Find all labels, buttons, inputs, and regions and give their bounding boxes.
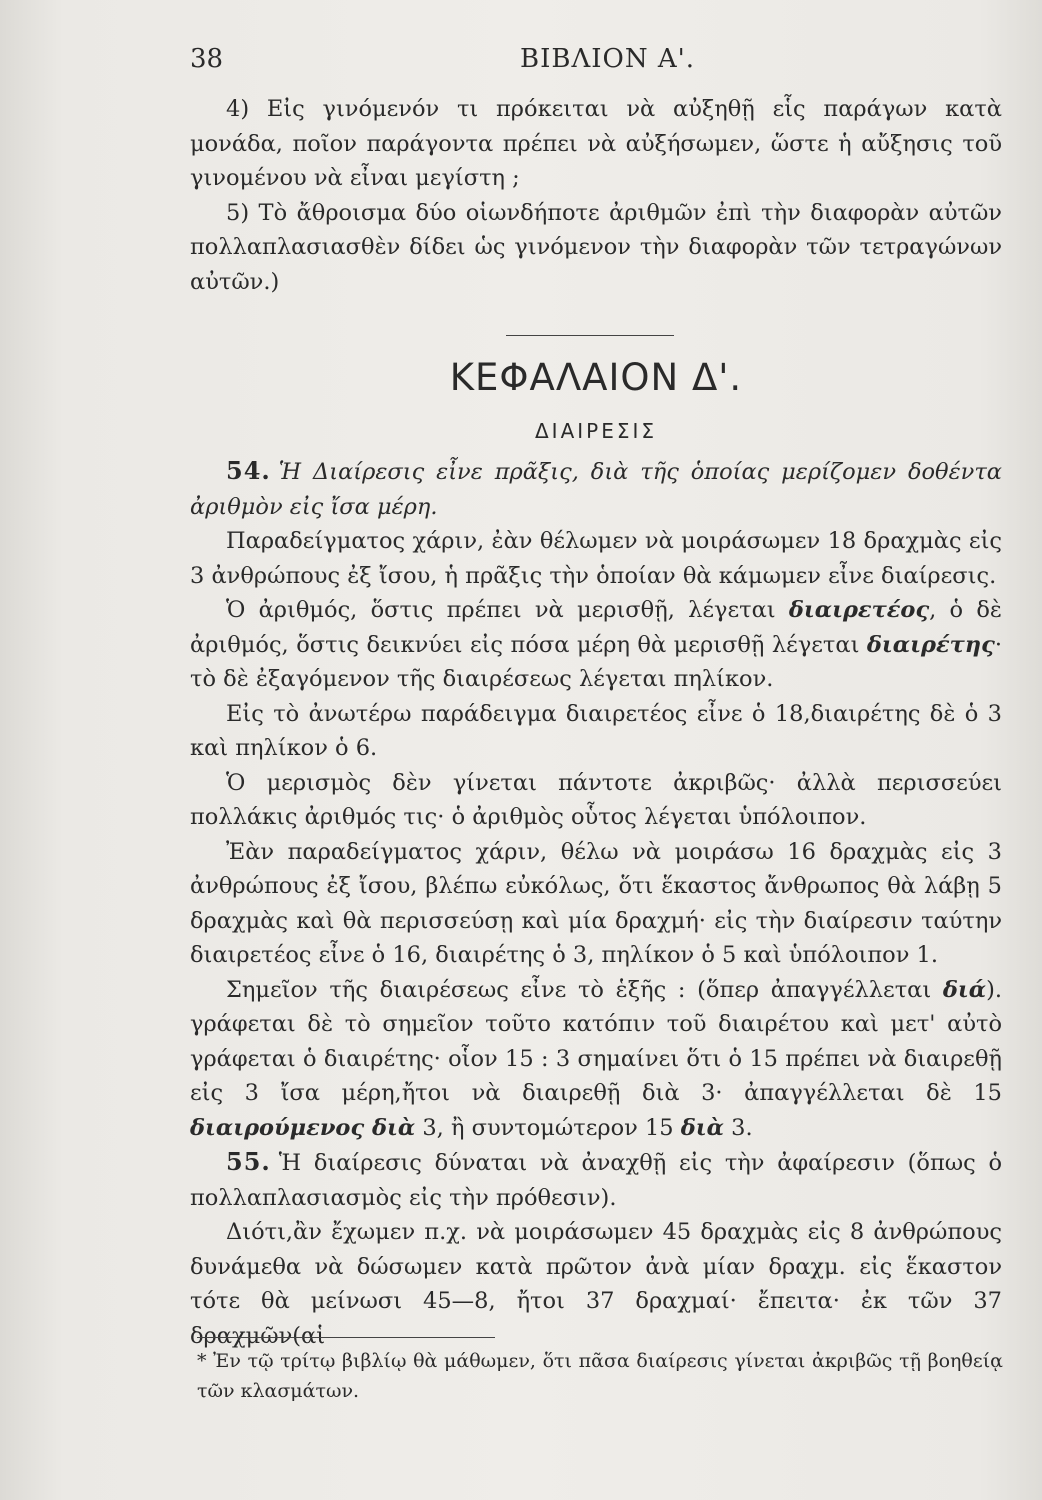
terms-text-c: · τὸ δὲ ἐξαγόμενον τῆς διαιρέσεως λέγεται πηλίκον.	[190, 631, 1002, 692]
term-dividend: διαιρετέος	[788, 597, 930, 623]
exercise-5: 5) Τὸ ἄθροισμα δύο οἱωνδήποτε ἀριθμῶν ἐπὶ τὴν διαφορὰν αὐτῶν πολλαπλασιασθὲν δίδει ὡς γινόμενον τὴν διαφορὰν τῶν τετραγώνων αὐτῶν.)	[190, 199, 1002, 295]
sign-term-dia-2: διὰ	[680, 1114, 724, 1141]
example2-paragraph: Ἐὰν παραδείγματος χάριν, θέλω νὰ μοιράσω 16 δραχμὰς εἰς 3 ἀνθρώπους ἐξ ἴσου, βλέπω εὐκόλως, ὅτι ἕκαστος ἄνθρωπος θὰ λάβῃ 5 δραχμὰς καὶ θὰ περισσεύσῃ καὶ μία δραχμή· εἰς τὴν διαίρεσιν ταύτην διαιρετέος εἶνε ὁ 16, διαιρέτης ὁ 3, πηλίκον ὁ 5 καὶ ὑπόλοιπον 1.	[190, 838, 1002, 968]
page-number: 38	[190, 44, 224, 74]
sign-term-divided: διαιρούμενος διὰ	[190, 1114, 416, 1141]
paragraph-54	[190, 454, 1002, 524]
paragraph-55-text: Ἡ διαίρεσις δύναται νὰ ἀναχθῇ εἰς τὴν ἀφαίρεσιν (ὅπως ὁ πολλαπλασιασμὸς εἰς τὴν πρόθεσιν).	[190, 1150, 1002, 1211]
terms-text-b: , ὁ δὲ ἀριθμός, ὅστις δεικνύει εἰς πόσα μέρη θὰ μερισθῇ λέγεται	[190, 597, 1002, 658]
terms-paragraph	[190, 593, 1002, 697]
footnote-rule	[197, 1337, 495, 1338]
terms-text-a: Ὁ ἀριθμός, ὅστις πρέπει νὰ μερισθῇ, λέγεται	[226, 597, 789, 623]
exercise-4: 4) Εἰς γινόμενόν τι πρόκειται νὰ αὐξηθῇ εἷς παράγων κατὰ μονάδα, ποῖον παράγοντα πρέπει νὰ αὐξήσωμεν, ὥστε ἡ αὔξησις τοῦ γινομένου νὰ εἶναι μεγίστη ;	[190, 96, 1002, 191]
sign-text-d: 3.	[723, 1114, 753, 1141]
sign-paragraph	[190, 973, 1002, 1146]
chapter-title: ΚΕΦΑΛΑΙΟΝ Δ'.	[449, 356, 743, 399]
division-definition: Ἡ Διαίρεσις εἶνε πρᾶξις, διὰ τῆς ὁποίας μερίζομεν δοθέντα ἀριθμὸν εἰς ἴσα μέρη.	[190, 459, 1002, 520]
paragraph-number: 54.	[226, 456, 271, 485]
example-paragraph: Παραδείγματος χάριν, ἐὰν θέλωμεν νὰ μοιράσωμεν 18 δραχμὰς εἰς 3 ἀνθρώπους ἐξ ἴσου, ἡ πρᾶξις τὴν ὁποίαν θὰ κάμωμεν εἶνε διαίρεσις.	[190, 528, 1002, 589]
page-header	[190, 44, 1010, 84]
section-title: ΔΙΑΙΡΕΣΙΣ	[534, 419, 658, 443]
sign-text-b: ). γράφεται δὲ τὸ σημεῖον τοῦτο κατόπιν τοῦ διαιρέτου καὶ μετ' αὐτὸ γράφεται ὁ διαιρέτης· οἷον 15 : 3 σημαίνει ὅτι ὁ 15 πρέπει νὰ διαιρεθῇ εἰς 3 ἴσα μέρη,ἤτοι νὰ διαιρεθῇ διὰ 3· ἀπαγγέλλεται δὲ 15	[190, 976, 1002, 1106]
sign-text-a: Σημεῖον τῆς διαιρέσεως εἶνε τὸ ἑξῆς : (ὅπερ ἀπαγγέλλεται	[226, 976, 943, 1003]
section-divider	[506, 335, 674, 336]
paragraph-55	[190, 1145, 1002, 1215]
running-head: ΒΙΒΛΙΟΝ Α'.	[520, 44, 696, 74]
paragraph-number-55: 55.	[226, 1147, 271, 1176]
above-example-paragraph: Εἰς τὸ ἀνωτέρω παράδειγμα διαιρετέος εἶνε ὁ 18,διαιρέτης δὲ ὁ 3 καὶ πηλίκον ὁ 6.	[190, 700, 1002, 761]
footnote: * Ἐν τῷ τρίτῳ βιβλίῳ θὰ μάθωμεν, ὅτι πᾶσα διαίρεσις γίνεται ἀκριβῶς τῇ βοηθείᾳ τῶν κλασμάτων.	[197, 1350, 1003, 1402]
since-paragraph: Διότι,ἂν ἔχωμεν π.χ. νὰ μοιράσωμεν 45 δραχμὰς εἰς 8 ἀνθρώπους δυνάμεθα νὰ δώσωμεν κατὰ πρῶτον ἀνὰ μίαν δραχμ. εἰς ἕκαστον τότε θὰ μείνωσι 45—8, ἤτοι 37 δραχμαί· ἔπειτα· ἐκ τῶν 37 δραχμῶν(αἱ	[190, 1219, 1002, 1349]
term-divisor: διαιρέτης	[866, 631, 995, 658]
sign-term-dia: διά	[942, 976, 987, 1003]
remainder-paragraph: Ὁ μερισμὸς δὲν γίνεται πάντοτε ἀκριβῶς· ἀλλὰ περισσεύει πολλάκις ἀριθμός τις· ὁ ἀριθμὸς οὗτος λέγεται ὑπόλοιπον.	[190, 769, 1002, 830]
sign-text-c: 3, ἢ συντομώτερον 15	[415, 1114, 681, 1141]
body-text	[190, 92, 1002, 1353]
